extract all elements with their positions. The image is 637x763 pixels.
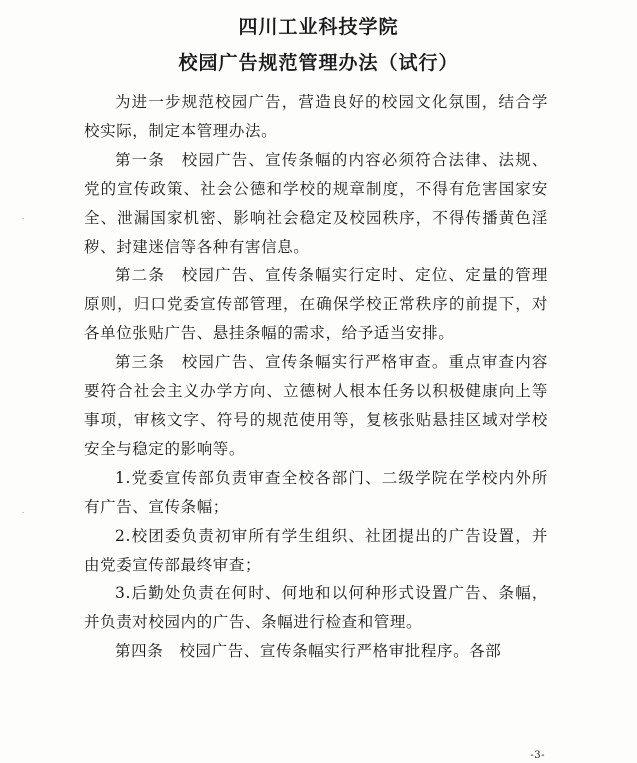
paragraph-item-2: 2.校团委负责初审所有学生组织、社团提出的广告设置，并由党委宣传部最终审查； bbox=[84, 526, 548, 574]
scan-speck bbox=[22, 218, 24, 219]
paragraph-item-3: 3.后勤处负责在何时、何地和以何种形式设置广告、条幅，并负责对校园内的广告、条幅进行检查和管理。 bbox=[84, 584, 548, 632]
paragraph-article-3: 第三条 校园广告、宣传条幅实行严格审查。重点审查内容要符合社会主义办学方向、立德树人根本任务以积极健康向上等事项，审核文字、符号的规范使用等，复核张贴悬挂区域对学校安全与稳定的影响等。 bbox=[84, 353, 548, 458]
paragraph-article-1: 第一条 校园广告、宣传条幅的内容必须符合法律、法规、党的宣传政策、社会公德和学校的规章制度，不得有危害国家安全、泄漏国家机密、影响社会稳定及校园秩序，不得传播黄色淫秽、封建迷信等各种有害信息。 bbox=[84, 150, 548, 256]
paragraph-article-4: 第四条 校园广告、宣传条幅实行严格审批程序。各部 bbox=[115, 642, 502, 661]
document-title: 四川工业科技学院 bbox=[238, 16, 399, 38]
document-body bbox=[84, 88, 548, 666]
scan-speck bbox=[22, 512, 24, 513]
paragraph-article-2: 第二条 校园广告、宣传条幅实行定时、定位、定量的管理原则，归口党委宣传部管理，在确保学校正常秩序的前提下，对各单位张贴广告、悬挂条幅的需求，给予适当安排。 bbox=[84, 266, 548, 343]
document-subtitle: 校园广告规范管理办法（试行） bbox=[178, 52, 459, 74]
paragraph-preamble: 为进一步规范校园广告，营造良好的校园文化氛围，结合学校实际，制定本管理办法。 bbox=[84, 93, 548, 140]
page-number: -3- bbox=[530, 750, 545, 761]
paragraph-item-1: 1.党委宣传部负责审查全校各部门、二级学院在学校内外所有广告、宣传条幅； bbox=[84, 468, 548, 516]
